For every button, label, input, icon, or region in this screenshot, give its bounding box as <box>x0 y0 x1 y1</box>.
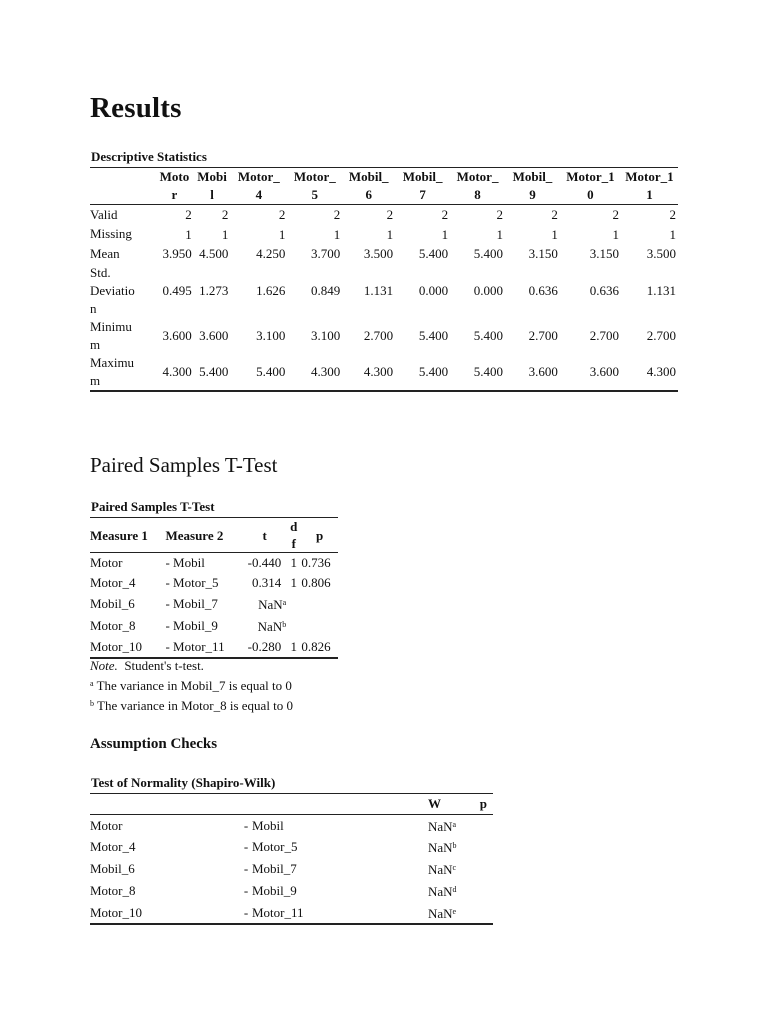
measure-1-cell: Motor_4 <box>90 839 136 855</box>
cell-value: 3.150 <box>589 246 619 261</box>
table-row <box>90 244 678 264</box>
cell-value: 1 <box>221 226 229 242</box>
header-t: t <box>262 527 267 543</box>
column-header: Mobi l <box>197 169 227 202</box>
cell-value: 0.636 <box>589 282 619 298</box>
measure-1-cell: Motor_10 <box>90 639 142 654</box>
measure-2-cell: Mobil <box>252 817 284 833</box>
paired-heading: Paired Samples T-Test <box>90 453 278 477</box>
w-value: NaN <box>428 818 453 834</box>
column-header: Mobil_ 9 <box>512 169 553 202</box>
cell-value: 5.400 <box>418 327 449 343</box>
header-df: d f <box>290 519 298 551</box>
column-header: Moto r <box>159 169 190 202</box>
cell-value: 5.400 <box>473 246 503 261</box>
column-header: Motor_ 4 <box>237 169 280 202</box>
normality-table <box>90 793 493 925</box>
footnote-b <box>90 698 293 714</box>
footnote-mark: a <box>282 598 287 607</box>
note-label: Note. <box>90 658 118 673</box>
paired-caption: Paired Samples T-Test <box>91 499 215 514</box>
row-label: Std. Deviatio n <box>90 264 135 316</box>
p-cell: 0.806 <box>301 575 331 590</box>
df-cell <box>286 593 301 615</box>
normality-caption: Test of Normality (Shapiro-Wilk) <box>91 775 276 790</box>
column-header: Mobil_ 6 <box>348 169 389 202</box>
cell-value: 3.500 <box>363 246 394 261</box>
w-cell <box>428 902 468 925</box>
assumptions-heading: Assumption Checks <box>90 736 218 752</box>
cell-value: 2 <box>496 207 503 222</box>
measure-1-cell: Motor <box>90 555 123 570</box>
t-cell <box>243 637 286 658</box>
dash-cell: - <box>243 839 249 855</box>
row-label: Minimu m <box>90 318 132 352</box>
cell-value: 5.400 <box>418 246 449 261</box>
cell-value: 5.400 <box>473 327 503 343</box>
cell-value: 4.250 <box>256 246 286 261</box>
cell-value: 0.495 <box>162 282 192 298</box>
w-cell <box>428 880 468 902</box>
cell-value: 1.626 <box>256 282 286 298</box>
footnote-mark: b <box>282 620 287 629</box>
measure-2-cell: - Mobil <box>165 555 205 570</box>
p-cell <box>468 902 493 925</box>
note-text: Student's t-test. <box>124 658 204 673</box>
footnote-text: The variance in Motor_8 is equal to 0 <box>97 698 294 713</box>
footnote-mark: b <box>452 841 457 851</box>
descriptive-table <box>90 167 678 392</box>
footnote-mark: e <box>452 906 457 916</box>
measure-1-cell: Mobil_6 <box>90 861 135 877</box>
header-empty-3 <box>252 794 428 815</box>
header-corner <box>90 168 155 205</box>
column-header: Motor_ 5 <box>293 169 336 202</box>
row-label: Mean <box>90 245 120 261</box>
cell-value: 3.150 <box>528 246 558 261</box>
measure-2-cell: - Mobil_7 <box>165 596 218 611</box>
t-value: NaN <box>257 619 283 634</box>
table-row <box>90 264 678 318</box>
footnote-a <box>90 678 292 694</box>
footnote-mark: d <box>452 884 457 894</box>
df-cell: 1 <box>290 575 298 590</box>
cell-value: 2.700 <box>646 327 676 343</box>
cell-value: 1 <box>496 226 503 242</box>
w-value: NaN <box>428 905 453 921</box>
table-row <box>90 225 678 245</box>
p-cell <box>301 615 338 637</box>
cell-value: 1.131 <box>646 282 676 298</box>
measure-1-cell: Motor_10 <box>90 904 142 920</box>
row-label: Missing <box>90 226 132 242</box>
cell-value: 2 <box>612 207 619 222</box>
p-cell <box>468 880 493 902</box>
w-cell <box>428 836 468 858</box>
header-measure-1: Measure 1 <box>90 527 148 543</box>
measure-2-cell: - Motor_11 <box>165 639 225 654</box>
measure-2-cell: Mobil_7 <box>252 861 297 877</box>
cell-value: 5.400 <box>256 363 286 379</box>
table-row <box>90 814 493 836</box>
header-w: W <box>428 796 441 811</box>
footnote-mark: c <box>452 863 457 873</box>
measure-2-cell: Mobil_9 <box>252 882 297 898</box>
page-title: Results <box>90 92 182 124</box>
t-value: 0.314 <box>251 575 282 590</box>
cell-value: 1.273 <box>199 282 229 298</box>
dash-cell: - <box>243 817 249 833</box>
cell-value: 3.600 <box>528 363 558 379</box>
cell-value: 1 <box>669 226 676 242</box>
descriptive-header-row <box>90 168 678 205</box>
w-value: NaN <box>428 840 453 856</box>
cell-value: 1 <box>551 226 558 242</box>
t-cell <box>243 593 286 615</box>
dash-cell: - <box>243 882 249 898</box>
cell-value: 4.300 <box>363 363 394 379</box>
cell-value: 2 <box>441 207 449 222</box>
cell-value: 3.600 <box>199 327 229 343</box>
cell-value: 2 <box>278 207 286 222</box>
measure-1-cell: Motor_4 <box>90 575 136 590</box>
cell-value: 4.300 <box>646 363 676 379</box>
footnote-text: The variance in Mobil_7 is equal to 0 <box>96 678 292 693</box>
cell-value: 1 <box>386 226 394 242</box>
cell-value: 1 <box>185 226 192 242</box>
footnote-mark: b <box>90 699 94 708</box>
measure-1-cell: Motor_8 <box>90 618 136 633</box>
t-value: -0.280 <box>247 639 282 654</box>
dash-cell: - <box>243 861 249 877</box>
cell-value: 2.700 <box>528 327 558 343</box>
cell-value: 1 <box>441 226 449 242</box>
cell-value: 3.100 <box>256 327 286 343</box>
table-row <box>90 354 678 391</box>
measure-2-cell: - Mobil_9 <box>165 618 218 633</box>
measure-2-cell: Motor_5 <box>252 839 298 855</box>
cell-value: 3.100 <box>311 327 341 343</box>
header-p: p <box>479 796 487 811</box>
table-row <box>90 902 493 925</box>
cell-value: 5.400 <box>199 363 229 379</box>
table-row <box>90 880 493 902</box>
header-p: p <box>316 527 324 543</box>
t-value: NaN <box>258 597 283 612</box>
cell-value: 2 <box>551 207 558 222</box>
df-cell <box>286 615 301 637</box>
cell-value: 2 <box>386 207 394 222</box>
df-cell: 1 <box>290 639 298 654</box>
cell-value: 2 <box>333 207 341 222</box>
table-row <box>90 637 338 658</box>
cell-value: 4.300 <box>162 363 192 379</box>
table-row <box>90 858 493 880</box>
p-cell <box>301 593 338 615</box>
table-row <box>90 205 678 225</box>
df-cell: 1 <box>290 555 298 570</box>
header-empty-2 <box>240 794 252 815</box>
table-row <box>90 615 338 637</box>
cell-value: 1 <box>278 226 286 242</box>
w-value: NaN <box>428 883 453 899</box>
p-cell <box>468 836 493 858</box>
cell-value: 4.500 <box>199 246 229 261</box>
table-row <box>90 836 493 858</box>
p-cell: 0.826 <box>301 639 331 654</box>
p-cell <box>468 814 493 836</box>
cell-value: 0.000 <box>418 282 449 298</box>
dash-cell: - <box>243 904 249 920</box>
column-header: Mobil_ 7 <box>402 169 443 202</box>
cell-value: 2.700 <box>589 327 619 343</box>
normality-header-row <box>90 794 493 815</box>
cell-value: 3.600 <box>162 327 192 343</box>
measure-2-cell: - Motor_5 <box>165 575 219 590</box>
cell-value: 0.636 <box>528 282 558 298</box>
measure-1-cell: Motor_8 <box>90 882 136 898</box>
cell-value: 4.300 <box>311 363 341 379</box>
cell-value: 2.700 <box>363 327 394 343</box>
measure-1-cell: Motor <box>90 817 123 833</box>
cell-value: 1.131 <box>363 282 394 298</box>
row-label: Valid <box>90 206 118 222</box>
header-measure-2: Measure 2 <box>165 527 224 543</box>
header-empty-1 <box>90 794 240 815</box>
table-row <box>90 593 338 615</box>
w-cell <box>428 814 468 836</box>
table-row <box>90 553 338 574</box>
cell-value: 5.400 <box>473 363 503 379</box>
cell-value: 0.849 <box>311 282 341 298</box>
descriptive-caption: Descriptive Statistics <box>91 149 207 164</box>
cell-value: 3.500 <box>646 246 676 261</box>
t-cell <box>243 615 286 637</box>
cell-value: 1 <box>333 226 341 242</box>
paired-table <box>90 517 338 659</box>
p-cell <box>468 858 493 880</box>
table-row <box>90 573 338 593</box>
measure-1-cell: Mobil_6 <box>90 596 135 611</box>
t-cell <box>243 553 286 574</box>
paired-header-row <box>90 518 338 553</box>
cell-value: 2 <box>669 207 676 222</box>
paired-note <box>90 658 204 674</box>
column-header: Motor_ 8 <box>456 169 499 202</box>
t-cell <box>243 573 286 593</box>
footnote-mark: a <box>90 679 94 688</box>
cell-value: 2 <box>185 207 192 222</box>
row-label: Maximu m <box>90 354 135 388</box>
cell-value: 3.700 <box>311 246 341 261</box>
cell-value: 2 <box>221 207 229 222</box>
column-header: Motor_1 0 <box>566 169 615 202</box>
cell-value: 3.600 <box>589 363 619 379</box>
column-header: Motor_1 1 <box>625 169 674 202</box>
p-cell: 0.736 <box>301 555 331 570</box>
w-value: NaN <box>428 862 453 878</box>
cell-value: 5.400 <box>418 363 449 379</box>
cell-value: 3.950 <box>162 246 192 261</box>
cell-value: 0.000 <box>473 282 503 298</box>
t-value: -0.440 <box>247 555 282 570</box>
footnote-mark: a <box>452 819 457 829</box>
cell-value: 1 <box>612 226 619 242</box>
table-row <box>90 318 678 354</box>
measure-2-cell: Motor_11 <box>252 904 304 920</box>
w-cell <box>428 858 468 880</box>
